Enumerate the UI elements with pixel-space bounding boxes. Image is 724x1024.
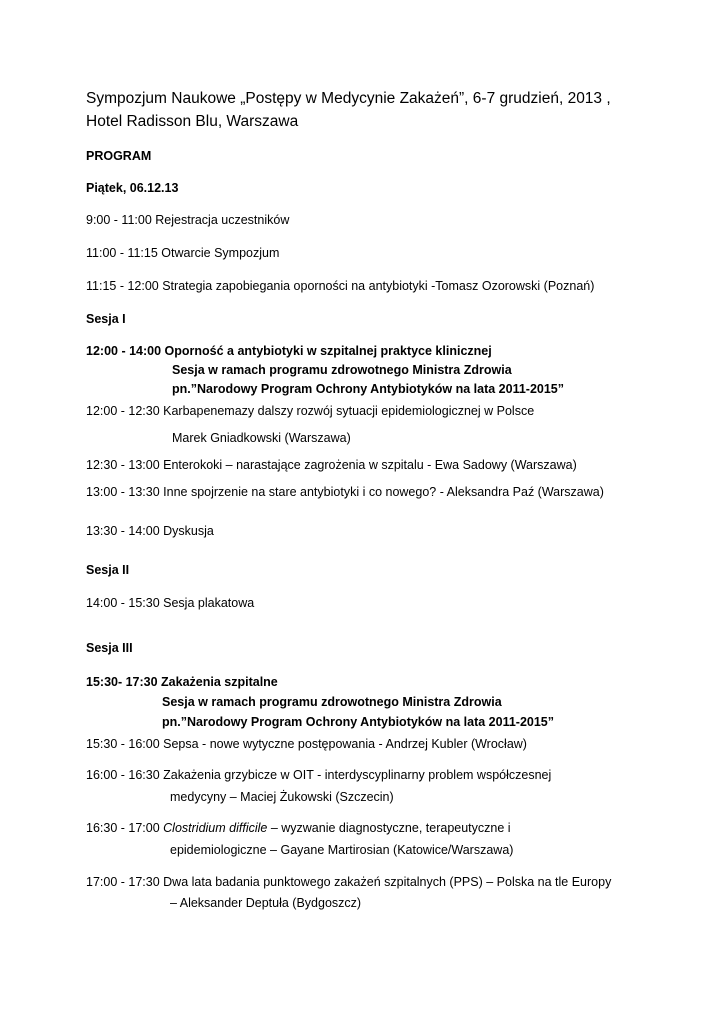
session-3-block-title: 15:30- 17:30 Zakażenia szpitalne: [86, 675, 278, 689]
schedule-item-registration: 9:00 - 11:00 Rejestracja uczestników: [86, 213, 290, 227]
session-3-talk-2: 16:00 - 16:30 Zakażenia grzybicze w OIT - interdyscyplinarny problem współczesnej: [86, 768, 552, 782]
session-3-talk-3-title: – wyzwanie diagnostyczne, terapeutyczne i: [267, 821, 511, 835]
session-1-discussion: 13:30 - 14:00 Dyskusja: [86, 524, 214, 538]
session-1-block-subtitle: Sesja w ramach programu zdrowotnego Ministra Zdrowia: [172, 363, 512, 377]
session-3-talk-3-time: 16:30 - 17:00: [86, 821, 164, 835]
session-3-talk-3-pathogen: Clostridium difficile: [163, 821, 268, 835]
document-title-line-1: Sympozjum Naukowe „Postępy w Medycynie Zakażeń”, 6-7 grudzień, 2013 ,: [86, 90, 611, 107]
session-2-item: 14:00 - 15:30 Sesja plakatowa: [86, 596, 255, 610]
session-1-talk-1: 12:00 - 12:30 Karbapenemazy dalszy rozwój sytuacji epidemiologicznej w Polsce: [86, 404, 535, 418]
day-heading: Piątek, 06.12.13: [86, 181, 179, 195]
session-3-talk-3-speaker: epidemiologiczne – Gayane Martirosian (Katowice/Warszawa): [170, 843, 514, 857]
session-3-talk-3: [86, 822, 511, 835]
session-3-heading: Sesja III: [86, 641, 133, 655]
session-3-block-subtitle: Sesja w ramach programu zdrowotnego Ministra Zdrowia: [162, 695, 502, 709]
session-1-talk-2: 12:30 - 13:00 Enterokoki – narastające zagrożenia w szpitalu - Ewa Sadowy (Warszawa): [86, 458, 577, 472]
session-3-talk-4-speaker: – Aleksander Deptuła (Bydgoszcz): [170, 896, 362, 910]
schedule-item-opening: 11:00 - 11:15 Otwarcie Sympozjum: [86, 246, 280, 260]
session-1-block-program: pn.”Narodowy Program Ochrony Antybiotyków na lata 2011-2015”: [172, 382, 565, 396]
session-2-heading: Sesja II: [86, 563, 130, 577]
session-3-talk-1: 15:30 - 16:00 Sepsa - nowe wytyczne postępowania - Andrzej Kubler (Wrocław): [86, 737, 527, 751]
document-title-line-2: Hotel Radisson Blu, Warszawa: [86, 113, 299, 130]
session-1-talk-1-speaker: Marek Gniadkowski (Warszawa): [172, 431, 351, 445]
session-3-block-program: pn.”Narodowy Program Ochrony Antybiotyków na lata 2011-2015”: [162, 715, 555, 729]
session-1-heading: Sesja I: [86, 312, 126, 326]
session-1-talk-3: 13:00 - 13:30 Inne spojrzenie na stare antybiotyki i co nowego? - Aleksandra Paź (Warszawa): [86, 485, 604, 499]
program-heading: PROGRAM: [86, 149, 152, 163]
schedule-item-strategy: 11:15 - 12:00 Strategia zapobiegania oporności na antybiotyki -Tomasz Ozorowski (Poznań): [86, 279, 595, 293]
session-3-talk-4: 17:00 - 17:30 Dwa lata badania punktowego zakażeń szpitalnych (PPS) – Polska na tle Europy: [86, 875, 612, 889]
session-3-talk-2-speaker: medycyny – Maciej Żukowski (Szczecin): [170, 790, 394, 804]
session-1-block-title: 12:00 - 14:00 Oporność a antybiotyki w szpitalnej praktyce klinicznej: [86, 344, 492, 358]
